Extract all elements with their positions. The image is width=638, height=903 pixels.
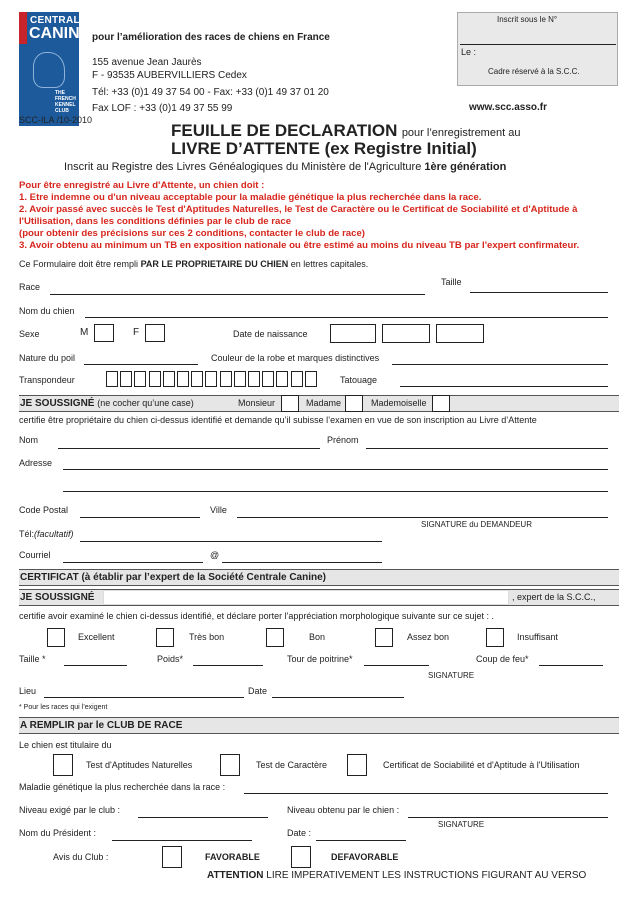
grade-insuffisant-checkbox[interactable] bbox=[486, 628, 504, 647]
owner-prenom-label: Prénom bbox=[327, 435, 359, 445]
expert-name-field[interactable] bbox=[103, 590, 509, 605]
birth-month-box[interactable] bbox=[382, 324, 430, 343]
favorable-checkbox[interactable] bbox=[162, 846, 182, 868]
owner-title: JE SOUSSIGNÉ bbox=[20, 398, 95, 409]
title-third-bold: 1ère génération bbox=[424, 161, 507, 173]
transpondeur-label: Transpondeur bbox=[19, 375, 75, 385]
reserved-number-line[interactable] bbox=[460, 44, 616, 45]
certificat-sociabilite-checkbox[interactable] bbox=[347, 754, 367, 776]
condition-line: Pour être enregistré au Livre d'Attente, un chien doit : bbox=[19, 180, 265, 191]
form-reference: SCC-ILA /10-2010 bbox=[19, 115, 93, 125]
club-signature-label: SIGNATURE bbox=[438, 820, 485, 829]
courriel-label: Courriel bbox=[19, 550, 51, 560]
cert-taille-label: Taille * bbox=[19, 654, 46, 664]
owner-note: (ne cocher qu’une case) bbox=[97, 398, 194, 408]
owner-band-text bbox=[20, 398, 194, 409]
scc-logo bbox=[19, 12, 91, 126]
condition-line: 2. Avoir passé avec succès le Test d'Aptitudes Naturelles, le Test de Caractère ou le Certificat de Sociabilité et d'Aptitude à bbox=[19, 203, 578, 215]
owner-adresse-field[interactable] bbox=[63, 469, 608, 470]
grade-assez-bon-checkbox[interactable] bbox=[375, 628, 393, 647]
cert-date-field[interactable] bbox=[272, 697, 404, 698]
maladie-label: Maladie génétique la plus recherchée dans la race : bbox=[19, 782, 226, 792]
owner-signature-label: SIGNATURE du DEMANDEUR bbox=[421, 520, 532, 529]
owner-prenom-field[interactable] bbox=[366, 448, 608, 449]
condition-line: (pour obtenir des précisions sur ces 2 conditions, contacter le club de race) bbox=[19, 227, 365, 239]
footer-warning bbox=[207, 870, 586, 881]
owner-nom-field[interactable] bbox=[58, 448, 320, 449]
sexe-f-checkbox[interactable] bbox=[145, 324, 165, 342]
website: www.scc.asso.fr bbox=[469, 102, 547, 113]
cert-poids-label: Poids* bbox=[157, 654, 184, 664]
transpondeur-digit-box[interactable] bbox=[220, 371, 232, 387]
club-titulaire: Le chien est titulaire du bbox=[19, 740, 112, 750]
test-aptitudes-label: Test d'Aptitudes Naturelles bbox=[86, 760, 193, 770]
instruction bbox=[19, 259, 368, 269]
madame-checkbox[interactable] bbox=[345, 395, 363, 412]
transpondeur-digit-box[interactable] bbox=[149, 371, 161, 387]
grade-excellent-label: Excellent bbox=[78, 632, 115, 642]
transpondeur-digit-box[interactable] bbox=[177, 371, 189, 387]
transpondeur-digit-box[interactable] bbox=[234, 371, 246, 387]
instruction-post: en lettres capitales. bbox=[290, 259, 369, 269]
grade-excellent-checkbox[interactable] bbox=[47, 628, 65, 647]
at-sign: @ bbox=[210, 550, 220, 560]
cert-lieu-label: Lieu bbox=[19, 686, 37, 696]
mademoiselle-checkbox[interactable] bbox=[432, 395, 450, 412]
tatouage-field[interactable] bbox=[400, 386, 608, 387]
header-tel: Tél: +33 (0)1 49 37 54 00 - Fax: +33 (0)1 49 37 01 20 bbox=[92, 87, 329, 98]
favorable-label: FAVORABLE bbox=[205, 852, 260, 862]
certificat-text: certifie avoir examiné le chien ci-dessus identifié, et déclare porter l'appréciation morphologique suivante sur ce sujet : . bbox=[19, 611, 494, 621]
condition-line: 3. Avoir obtenu au minimum un TB en exposition nationale ou être estimé au moins du niveau TB par l'expert confirmateur. bbox=[19, 239, 580, 251]
transpondeur-digit-box[interactable] bbox=[191, 371, 203, 387]
logo-text-canine: CANINE bbox=[29, 25, 91, 42]
taille-field[interactable] bbox=[470, 292, 608, 293]
transpondeur-digit-box[interactable] bbox=[248, 371, 260, 387]
ville-field[interactable] bbox=[237, 517, 608, 518]
title-main-text: FEUILLE DE DECLARATION bbox=[171, 121, 398, 140]
sexe-label: Sexe bbox=[19, 329, 40, 339]
dog-name-field[interactable] bbox=[85, 317, 608, 318]
cp-label: Code Postal bbox=[19, 505, 69, 515]
header-fax-lof: Fax LOF : +33 (0)1 49 37 55 99 bbox=[92, 103, 233, 114]
avis-label: Avis du Club : bbox=[53, 852, 109, 862]
instruction-bold: PAR LE PROPRIETAIRE DU CHIEN bbox=[140, 259, 289, 269]
grade-insuffisant-label: Insuffisant bbox=[517, 632, 558, 642]
owner-tel-label: Tél: bbox=[19, 529, 35, 539]
reserved-le: Le : bbox=[461, 47, 477, 57]
title-main-suffix: pour l’enregistrement au bbox=[401, 127, 521, 139]
ville-label: Ville bbox=[210, 505, 227, 515]
sexe-m-checkbox[interactable] bbox=[94, 324, 114, 342]
taille-label: Taille bbox=[441, 277, 462, 287]
transpondeur-digit-box[interactable] bbox=[106, 371, 118, 387]
owner-adresse-label: Adresse bbox=[19, 458, 53, 468]
grade-tres-bon-checkbox[interactable] bbox=[156, 628, 174, 647]
transpondeur-digit-box[interactable] bbox=[276, 371, 288, 387]
transpondeur-digit-box[interactable] bbox=[120, 371, 132, 387]
cert-coup-label: Coup de feu* bbox=[476, 654, 529, 664]
monsieur-label: Monsieur bbox=[238, 398, 276, 408]
niveau-exige-label: Niveau exigé par le club : bbox=[19, 805, 121, 815]
cert-poitrine-field[interactable] bbox=[364, 665, 429, 666]
owner-tel-optional: (facultatif) bbox=[34, 529, 74, 539]
sexe-m-label: M bbox=[80, 327, 89, 338]
transpondeur-digit-box[interactable] bbox=[291, 371, 303, 387]
club-date-field[interactable] bbox=[316, 840, 406, 841]
cert-signature-label: SIGNATURE bbox=[428, 671, 475, 680]
transpondeur-digit-box[interactable] bbox=[262, 371, 274, 387]
header-address2: F - 93535 AUBERVILLIERS Cedex bbox=[92, 70, 247, 81]
birth-year-box[interactable] bbox=[436, 324, 484, 343]
courriel-domain-field[interactable] bbox=[222, 562, 382, 563]
expert-suffix: , expert de la S.C.C., bbox=[512, 592, 596, 602]
header-address1: 155 avenue Jean Jaurès bbox=[92, 57, 202, 68]
grade-tres-bon-label: Très bon bbox=[189, 632, 225, 642]
header-subtitle: pour l’amélioration des races de chiens en France bbox=[92, 32, 330, 43]
madame-label: Madame bbox=[306, 398, 342, 408]
reserved-note: Cadre réservé à la S.C.C. bbox=[488, 67, 580, 76]
owner-certify: certifie être propriétaire du chien ci-dessus identifié et demande qu’il subisse l’examen en vue de son inscription au Livre d’Attente bbox=[19, 415, 537, 425]
owner-nom-label: Nom bbox=[19, 435, 39, 445]
poil-field[interactable] bbox=[84, 364, 198, 365]
president-label: Nom du Président : bbox=[19, 828, 97, 838]
birth-day-box[interactable] bbox=[330, 324, 376, 343]
certificat-sociabilite-label: Certificat de Sociabilité et d'Aptitude à l'Utilisation bbox=[383, 760, 580, 770]
dog-head-icon bbox=[33, 52, 65, 88]
niveau-exige-field[interactable] bbox=[138, 817, 268, 818]
tatouage-label: Tatouage bbox=[340, 375, 378, 385]
condition-line: 1. Etre indemne ou d'un niveau acceptable pour la maladie génétique la plus recherchée dans la race. bbox=[19, 191, 482, 203]
president-field[interactable] bbox=[112, 840, 252, 841]
couleur-label: Couleur de la robe et marques distinctives bbox=[211, 353, 380, 363]
footer-bold: ATTENTION bbox=[207, 870, 264, 881]
logo-red-bar bbox=[19, 12, 27, 44]
cert-poitrine-label: Tour de poitrine* bbox=[287, 654, 353, 664]
maladie-field[interactable] bbox=[244, 793, 608, 794]
conditions-block bbox=[19, 180, 579, 251]
owner-tel bbox=[19, 529, 74, 539]
mademoiselle-label: Mademoiselle bbox=[371, 398, 427, 408]
title-second: LIVRE D’ATTENTE (ex Registre Initial) bbox=[171, 139, 477, 158]
owner-adresse-field-2[interactable] bbox=[63, 491, 608, 492]
test-aptitudes-checkbox[interactable] bbox=[53, 754, 73, 776]
cert-footnote: * Pour les races qui l’exigent bbox=[19, 704, 108, 711]
cp-field[interactable] bbox=[80, 517, 200, 518]
transpondeur-digit-box[interactable] bbox=[134, 371, 146, 387]
cert-lieu-field[interactable] bbox=[44, 697, 244, 698]
grade-assez-bon-label: Assez bon bbox=[407, 632, 450, 642]
niveau-obtenu-field[interactable] bbox=[408, 817, 608, 818]
club-date-label: Date : bbox=[287, 828, 312, 838]
race-field[interactable] bbox=[50, 294, 425, 295]
cert-date-label: Date bbox=[248, 686, 268, 696]
transpondeur-digit-box[interactable] bbox=[205, 371, 217, 387]
expert-soussigne: JE SOUSSIGNÉ bbox=[20, 592, 95, 603]
logo-text-kennel-club: THE FRENCH KENNEL CLUB bbox=[55, 90, 76, 114]
cert-coup-field[interactable] bbox=[539, 665, 603, 666]
club-title: A REMPLIR par le CLUB DE RACE bbox=[20, 720, 183, 731]
defavorable-checkbox[interactable] bbox=[291, 846, 311, 868]
race-label: Race bbox=[19, 282, 41, 292]
birthdate-label: Date de naissance bbox=[233, 329, 308, 339]
dog-name-label: Nom du chien bbox=[19, 306, 75, 316]
title-main bbox=[171, 121, 520, 141]
grade-bon-checkbox[interactable] bbox=[266, 628, 284, 647]
owner-tel-field[interactable] bbox=[80, 541, 382, 542]
reserved-inscrit: Inscrit sous le N° bbox=[497, 15, 558, 24]
instruction-pre: Ce Formulaire doit être rempli bbox=[19, 259, 139, 269]
grade-bon-label: Bon bbox=[309, 632, 326, 642]
sexe-f-label: F bbox=[133, 327, 140, 338]
cert-taille-field[interactable] bbox=[64, 665, 127, 666]
transpondeur-digit-box[interactable] bbox=[163, 371, 175, 387]
test-caractere-checkbox[interactable] bbox=[220, 754, 240, 776]
monsieur-checkbox[interactable] bbox=[281, 395, 299, 412]
title-third-text: Inscrit au Registre des Livres Généalogiques du Ministère de l'Agriculture bbox=[64, 161, 422, 173]
niveau-obtenu-label: Niveau obtenu par le chien : bbox=[287, 805, 400, 815]
test-caractere-label: Test de Caractère bbox=[256, 760, 328, 770]
poil-label: Nature du poil bbox=[19, 353, 76, 363]
defavorable-label: DEFAVORABLE bbox=[331, 852, 399, 862]
title-third bbox=[64, 161, 506, 173]
logo-text-centrale: CENTRALE bbox=[30, 15, 87, 26]
footer-text: LIRE IMPERATIVEMENT LES INSTRUCTIONS FIGURANT AU VERSO bbox=[266, 870, 587, 881]
condition-line: l'Utilisation, dans les conditions définies par le club de race bbox=[19, 215, 292, 227]
courriel-user-field[interactable] bbox=[63, 562, 203, 563]
cert-poids-field[interactable] bbox=[193, 665, 263, 666]
certificat-title: CERTIFICAT (à établir par l’expert de la Société Centrale Canine) bbox=[20, 572, 327, 583]
transpondeur-digit-box[interactable] bbox=[305, 371, 317, 387]
couleur-field[interactable] bbox=[392, 364, 608, 365]
